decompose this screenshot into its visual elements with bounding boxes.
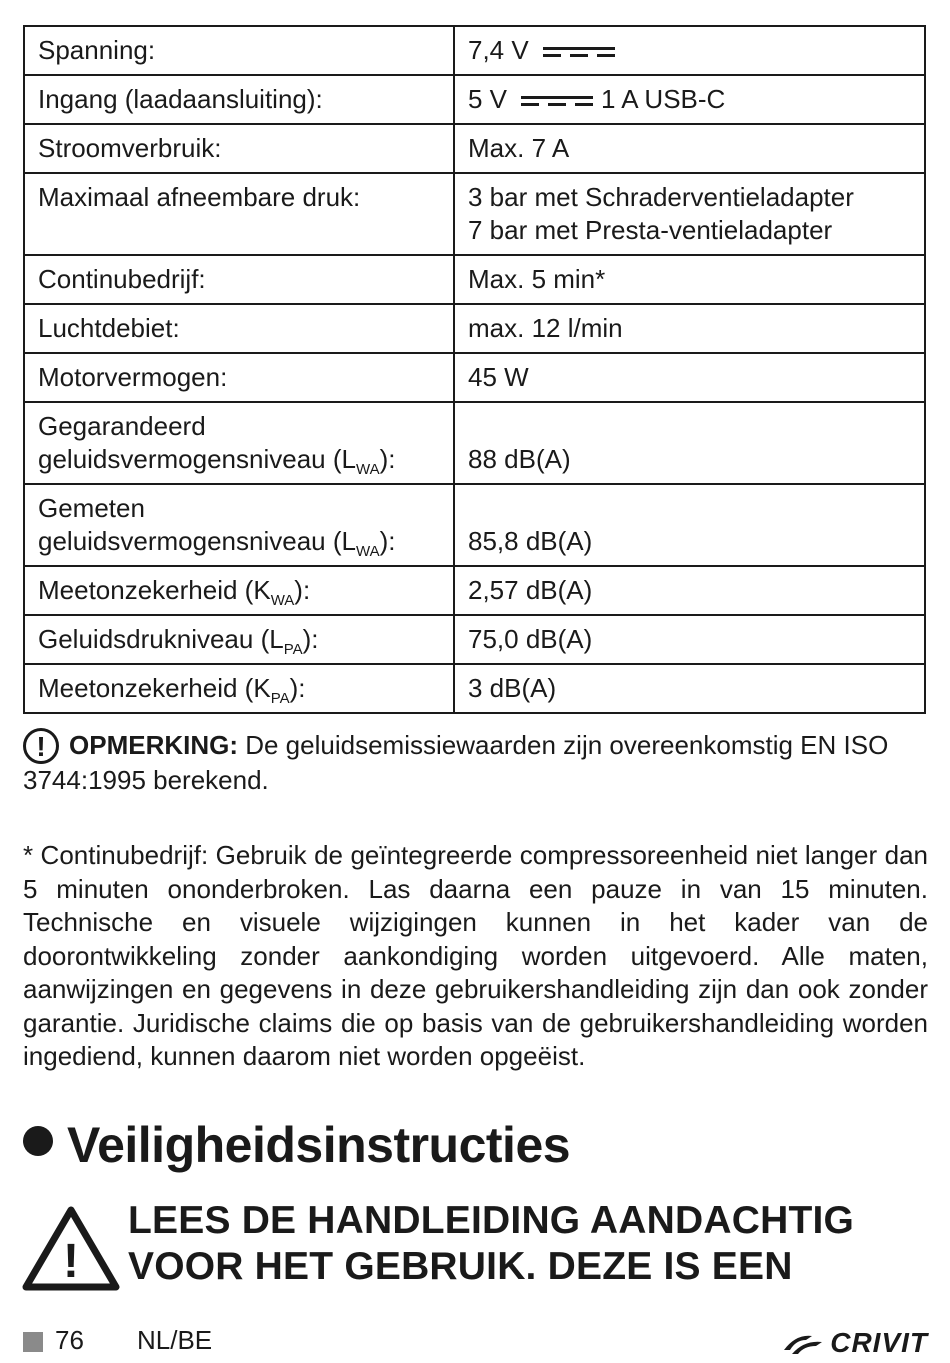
table-row <box>24 124 925 173</box>
page-marker-icon <box>23 1332 43 1352</box>
spec-value: Max. 7 A <box>454 124 925 173</box>
bullet-icon <box>23 1126 53 1156</box>
spec-label: Meetonzekerheid $(K_{PA})$: <box>24 664 454 713</box>
note-heading: OPMERKING: <box>69 730 238 760</box>
section-heading <box>23 1115 923 1175</box>
dc-symbol-icon <box>543 45 615 59</box>
spec-label: Spanning: <box>24 26 454 75</box>
page-number: 76 <box>55 1325 84 1355</box>
spec-label: Gemeten geluidsvermogensniveau $(L_{WA})$: <box>24 484 454 566</box>
spec-value: 3 bar met Schraderventieladapter 7 bar met Presta-ventieladapter <box>454 173 925 255</box>
brand-logo <box>782 1327 928 1359</box>
warning-triangle-icon <box>22 1205 120 1291</box>
crivit-swoosh-icon <box>782 1330 826 1356</box>
spec-value: Max. 5 min* <box>454 255 925 304</box>
footnote-paragraph: * Continubedrijf: Gebruik de geïntegreerde compressoreenheid niet langer dan 5 minuten ononderbroken. Las daarna een pauze in van 15 minuten. Technische en visuele wijzigingen kunnen in het kader van de doorontwikkeling zonder aankondiging worden uitgevoerd. Alle maten, aanwijzingen en gegevens in deze gebruikershandleiding zijn dan ook zonder garantie. Juridische claims die op basis van de gebruikershandleiding worden ingediend, kunnen daarom niet worden opgeëist. <box>23 840 928 1071</box>
spec-value: 85,8 dB(A) <box>454 484 925 566</box>
spec-label: Stroomverbruik: <box>24 124 454 173</box>
table-row <box>24 484 925 566</box>
spec-label: Continubedrijf: <box>24 255 454 304</box>
exclamation-circle-icon: ! <box>23 728 59 764</box>
specs-table <box>23 25 926 714</box>
spec-label: Luchtdebiet: <box>24 304 454 353</box>
spec-value: 2,57 dB(A) <box>454 566 925 615</box>
warning-text <box>128 1198 928 1290</box>
spec-value: 5 V 1 A USB-C <box>454 75 925 124</box>
spec-value: max. 12 l/min <box>454 304 925 353</box>
table-row <box>24 664 925 713</box>
spec-value: 88 dB(A) <box>454 402 925 484</box>
brand-name: CRIVIT <box>830 1327 928 1358</box>
table-row <box>24 26 925 75</box>
spec-label: Motorvermogen: <box>24 353 454 402</box>
table-row <box>24 353 925 402</box>
spec-value: 3 dB(A) <box>454 664 925 713</box>
table-row <box>24 402 925 484</box>
spec-label: Geluidsdrukniveau $(L_{PA})$: <box>24 615 454 664</box>
warning-line: VOOR HET GEBRUIK. DEZE IS EEN <box>128 1245 793 1288</box>
spec-label: Meetonzekerheid $(K_{WA})$: <box>24 566 454 615</box>
page-footer <box>23 1325 928 1361</box>
section-title: Veiligheidsinstructies <box>67 1117 571 1173</box>
warning-glyph: ! <box>63 1235 79 1288</box>
dc-symbol-icon <box>521 94 593 108</box>
spec-value: 7,4 V <box>454 26 925 75</box>
warning-line: LEES DE HANDLEIDING AANDACHTIG <box>128 1199 855 1242</box>
table-row <box>24 615 925 664</box>
table-row <box>24 255 925 304</box>
spec-label: Gegarandeerd geluidsvermogensniveau $(L_{WA})$: <box>24 402 454 484</box>
note-text: De geluidsemissiewaarden zijn overeenkomstig EN ISO 3744:1995 berekend. <box>23 730 889 795</box>
spec-label: Ingang (laadaansluiting): <box>24 75 454 124</box>
note-block <box>23 728 923 797</box>
spec-value: 45 W <box>454 353 925 402</box>
table-row <box>24 304 925 353</box>
table-row <box>24 173 925 255</box>
spec-value: 75,0 dB(A) <box>454 615 925 664</box>
table-row <box>24 75 925 124</box>
language-code: NL/BE <box>137 1325 213 1355</box>
spec-label: Maximaal afneembare druk: <box>24 173 454 255</box>
table-row <box>24 566 925 615</box>
